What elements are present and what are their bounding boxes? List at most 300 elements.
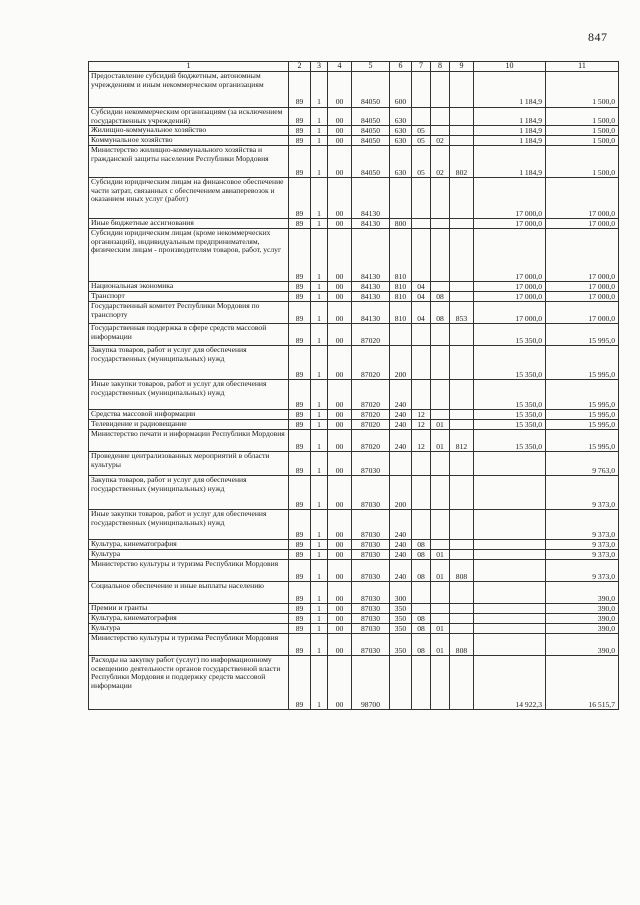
kvsr-cell: 89: [289, 126, 311, 136]
code-cell: 1: [311, 380, 328, 410]
gr-cell: 853: [450, 302, 474, 324]
vr-cell: 240: [390, 380, 412, 410]
rz-cell: [412, 604, 431, 614]
rz-cell: [412, 656, 431, 710]
row-name-cell: Субсидии некоммерческим организациям (за исключением государственных учреждений): [89, 108, 289, 126]
rz-cell: 05: [412, 126, 431, 136]
code-cell: 00: [328, 324, 352, 346]
gr-cell: [450, 550, 474, 560]
gr-cell: [450, 582, 474, 604]
vr-cell: 200: [390, 346, 412, 380]
vr-cell: 240: [390, 420, 412, 430]
table-row: [89, 452, 619, 476]
code-cell: 87030: [352, 540, 390, 550]
amount-2020-cell: 15 995,0: [546, 410, 619, 420]
table-body: [89, 72, 619, 710]
kvsr-cell: 89: [289, 452, 311, 476]
amount-2019-cell: [474, 560, 546, 582]
table-row: [89, 634, 619, 656]
vr-cell: 240: [390, 430, 412, 452]
code-cell: 98700: [352, 656, 390, 710]
row-name-cell: Культура, кинематография: [89, 614, 289, 624]
table-row: [89, 178, 619, 219]
code-cell: 1: [311, 510, 328, 540]
column-header: 1: [89, 62, 289, 72]
row-name-cell: Закупка товаров, работ и услуг для обеспечения государственных (муниципальных) нужд: [89, 346, 289, 380]
amount-2020-cell: 9 373,0: [546, 540, 619, 550]
table-row: [89, 380, 619, 410]
code-cell: 87020: [352, 324, 390, 346]
code-cell: 87020: [352, 346, 390, 380]
gr-cell: [450, 72, 474, 108]
rz-cell: [412, 452, 431, 476]
rz-cell: 08: [412, 540, 431, 550]
row-name-cell: Культура, кинематография: [89, 540, 289, 550]
rz-cell: 05: [412, 136, 431, 146]
column-header: 8: [431, 62, 450, 72]
table-row: [89, 302, 619, 324]
rz-cell: 04: [412, 292, 431, 302]
vr-cell: 810: [390, 282, 412, 292]
vr-cell: 810: [390, 229, 412, 282]
table-row: [89, 219, 619, 229]
table-row: [89, 420, 619, 430]
kvsr-cell: 89: [289, 302, 311, 324]
kvsr-cell: 89: [289, 656, 311, 710]
kvsr-cell: 89: [289, 430, 311, 452]
column-header: 6: [390, 62, 412, 72]
amount-2019-cell: 17 000,0: [474, 178, 546, 219]
vr-cell: 240: [390, 540, 412, 550]
kvsr-cell: 89: [289, 146, 311, 178]
gr-cell: [450, 292, 474, 302]
code-cell: 00: [328, 510, 352, 540]
gr-cell: [450, 452, 474, 476]
amount-2020-cell: 15 995,0: [546, 420, 619, 430]
code-cell: 1: [311, 604, 328, 614]
pr-cell: 01: [431, 550, 450, 560]
amount-2020-cell: 1 500,0: [546, 72, 619, 108]
code-cell: 87030: [352, 604, 390, 614]
code-cell: 1: [311, 476, 328, 510]
amount-2020-cell: 390,0: [546, 604, 619, 614]
code-cell: 00: [328, 550, 352, 560]
code-cell: 1: [311, 219, 328, 229]
amount-2020-cell: 15 995,0: [546, 430, 619, 452]
row-name-cell: Министерство жилищно-коммунального хозяйства и гражданской защиты населения Республики Мордовия: [89, 146, 289, 178]
code-cell: 87030: [352, 550, 390, 560]
vr-cell: 630: [390, 126, 412, 136]
row-name-cell: Субсидии юридическим лицам (кроме некоммерческих организаций), индивидуальным предпринимателям, физическим лицам - производителям товаров, работ, услуг: [89, 229, 289, 282]
row-name-cell: Коммунальное хозяйство: [89, 136, 289, 146]
pr-cell: 02: [431, 146, 450, 178]
code-cell: 00: [328, 604, 352, 614]
kvsr-cell: 89: [289, 72, 311, 108]
amount-2019-cell: [474, 540, 546, 550]
table-row: [89, 540, 619, 550]
row-name-cell: Иные бюджетные ассигнования: [89, 219, 289, 229]
code-cell: 1: [311, 72, 328, 108]
code-cell: 1: [311, 324, 328, 346]
amount-2020-cell: 1 500,0: [546, 108, 619, 126]
code-cell: 87030: [352, 476, 390, 510]
row-name-cell: Культура: [89, 624, 289, 634]
gr-cell: [450, 324, 474, 346]
row-name-cell: Министерство печати и информации Республики Мордовия: [89, 430, 289, 452]
pr-cell: [431, 282, 450, 292]
pr-cell: [431, 108, 450, 126]
row-name-cell: Культура: [89, 550, 289, 560]
amount-2020-cell: 390,0: [546, 582, 619, 604]
gr-cell: [450, 420, 474, 430]
gr-cell: [450, 178, 474, 219]
pr-cell: [431, 410, 450, 420]
pr-cell: 08: [431, 302, 450, 324]
amount-2019-cell: [474, 550, 546, 560]
gr-cell: 808: [450, 634, 474, 656]
code-cell: 00: [328, 560, 352, 582]
pr-cell: [431, 656, 450, 710]
vr-cell: 810: [390, 292, 412, 302]
code-cell: 84130: [352, 219, 390, 229]
code-cell: 84130: [352, 302, 390, 324]
kvsr-cell: 89: [289, 560, 311, 582]
gr-cell: [450, 136, 474, 146]
pr-cell: [431, 582, 450, 604]
code-cell: 00: [328, 229, 352, 282]
rz-cell: 08: [412, 560, 431, 582]
amount-2019-cell: [474, 624, 546, 634]
code-cell: 00: [328, 282, 352, 292]
code-cell: 84130: [352, 229, 390, 282]
amount-2020-cell: 15 995,0: [546, 346, 619, 380]
rz-cell: 08: [412, 634, 431, 656]
pr-cell: 01: [431, 430, 450, 452]
code-cell: 1: [311, 346, 328, 380]
table-row: [89, 410, 619, 420]
pr-cell: 01: [431, 560, 450, 582]
code-cell: 87030: [352, 452, 390, 476]
kvsr-cell: 89: [289, 550, 311, 560]
table-row: [89, 430, 619, 452]
gr-cell: [450, 219, 474, 229]
amount-2020-cell: 9 373,0: [546, 560, 619, 582]
code-cell: 00: [328, 452, 352, 476]
table-row: [89, 510, 619, 540]
budget-table: [88, 61, 619, 710]
code-cell: 1: [311, 282, 328, 292]
kvsr-cell: 89: [289, 624, 311, 634]
pr-cell: [431, 126, 450, 136]
rz-cell: [412, 324, 431, 346]
gr-cell: [450, 282, 474, 292]
code-cell: 00: [328, 634, 352, 656]
amount-2019-cell: 1 184,9: [474, 136, 546, 146]
amount-2019-cell: 17 000,0: [474, 302, 546, 324]
code-cell: 00: [328, 346, 352, 380]
kvsr-cell: 89: [289, 582, 311, 604]
code-cell: 00: [328, 146, 352, 178]
pr-cell: [431, 346, 450, 380]
pr-cell: [431, 380, 450, 410]
code-cell: 84050: [352, 136, 390, 146]
kvsr-cell: 89: [289, 324, 311, 346]
kvsr-cell: 89: [289, 178, 311, 219]
vr-cell: [390, 178, 412, 219]
pr-cell: [431, 510, 450, 540]
kvsr-cell: 89: [289, 108, 311, 126]
column-header: 5: [352, 62, 390, 72]
row-name-cell: Иные закупки товаров, работ и услуг для обеспечения государственных (муниципальных) нужд: [89, 510, 289, 540]
pr-cell: [431, 540, 450, 550]
gr-cell: [450, 656, 474, 710]
row-name-cell: Средства массовой информации: [89, 410, 289, 420]
row-name-cell: Иные закупки товаров, работ и услуг для обеспечения государственных (муниципальных) нужд: [89, 380, 289, 410]
column-header: 11: [546, 62, 619, 72]
kvsr-cell: 89: [289, 604, 311, 614]
amount-2020-cell: 17 000,0: [546, 282, 619, 292]
row-name-cell: Премии и гранты: [89, 604, 289, 614]
gr-cell: [450, 410, 474, 420]
rz-cell: 04: [412, 282, 431, 292]
kvsr-cell: 89: [289, 410, 311, 420]
amount-2019-cell: 1 184,9: [474, 72, 546, 108]
pr-cell: 02: [431, 136, 450, 146]
table-row: [89, 146, 619, 178]
code-cell: 00: [328, 410, 352, 420]
amount-2020-cell: 390,0: [546, 614, 619, 624]
column-header: 7: [412, 62, 431, 72]
vr-cell: [390, 452, 412, 476]
code-cell: 1: [311, 560, 328, 582]
table-row: [89, 582, 619, 604]
vr-cell: 300: [390, 582, 412, 604]
rz-cell: 08: [412, 550, 431, 560]
code-cell: 84050: [352, 126, 390, 136]
amount-2019-cell: 1 184,9: [474, 146, 546, 178]
code-cell: 84050: [352, 146, 390, 178]
rz-cell: [412, 510, 431, 540]
row-name-cell: Транспорт: [89, 292, 289, 302]
gr-cell: [450, 604, 474, 614]
table-row: [89, 126, 619, 136]
amount-2020-cell: 9 763,0: [546, 452, 619, 476]
pr-cell: [431, 324, 450, 346]
vr-cell: 350: [390, 614, 412, 624]
amount-2019-cell: 17 000,0: [474, 219, 546, 229]
kvsr-cell: 89: [289, 219, 311, 229]
code-cell: 00: [328, 219, 352, 229]
code-cell: 00: [328, 624, 352, 634]
rz-cell: [412, 380, 431, 410]
code-cell: 84130: [352, 292, 390, 302]
code-cell: 00: [328, 420, 352, 430]
code-cell: 87020: [352, 410, 390, 420]
column-header: 4: [328, 62, 352, 72]
code-cell: 00: [328, 582, 352, 604]
gr-cell: [450, 624, 474, 634]
kvsr-cell: 89: [289, 292, 311, 302]
kvsr-cell: 89: [289, 380, 311, 410]
vr-cell: 240: [390, 550, 412, 560]
pr-cell: 08: [431, 292, 450, 302]
code-cell: 00: [328, 136, 352, 146]
code-cell: 1: [311, 582, 328, 604]
code-cell: 1: [311, 540, 328, 550]
kvsr-cell: 89: [289, 540, 311, 550]
code-cell: 00: [328, 476, 352, 510]
kvsr-cell: 89: [289, 282, 311, 292]
vr-cell: 350: [390, 624, 412, 634]
code-cell: 87030: [352, 624, 390, 634]
gr-cell: 808: [450, 560, 474, 582]
amount-2019-cell: [474, 634, 546, 656]
rz-cell: 08: [412, 614, 431, 624]
table-row: [89, 72, 619, 108]
vr-cell: 800: [390, 219, 412, 229]
amount-2019-cell: 15 350,0: [474, 410, 546, 420]
pr-cell: [431, 178, 450, 219]
table-row: [89, 136, 619, 146]
code-cell: 84050: [352, 72, 390, 108]
gr-cell: [450, 540, 474, 550]
row-name-cell: Субсидии юридическим лицам на финансовое обеспечение части затрат, связанных с обеспечением авиаперевозок и оказанием иных услуг (работ): [89, 178, 289, 219]
pr-cell: 01: [431, 634, 450, 656]
code-cell: 87030: [352, 560, 390, 582]
amount-2020-cell: 15 995,0: [546, 380, 619, 410]
column-header: 3: [311, 62, 328, 72]
vr-cell: 350: [390, 634, 412, 656]
amount-2019-cell: 17 000,0: [474, 229, 546, 282]
kvsr-cell: 89: [289, 614, 311, 624]
vr-cell: 630: [390, 136, 412, 146]
gr-cell: 812: [450, 430, 474, 452]
amount-2019-cell: [474, 510, 546, 540]
pr-cell: [431, 614, 450, 624]
code-cell: 87020: [352, 430, 390, 452]
vr-cell: [390, 324, 412, 346]
code-cell: 00: [328, 72, 352, 108]
vr-cell: 350: [390, 604, 412, 614]
vr-cell: 240: [390, 510, 412, 540]
code-cell: 00: [328, 614, 352, 624]
vr-cell: [390, 656, 412, 710]
rz-cell: 05: [412, 146, 431, 178]
amount-2019-cell: [474, 582, 546, 604]
amount-2019-cell: 15 350,0: [474, 380, 546, 410]
row-name-cell: Закупка товаров, работ и услуг для обеспечения государственных (муниципальных) нужд: [89, 476, 289, 510]
vr-cell: 600: [390, 72, 412, 108]
kvsr-cell: 89: [289, 510, 311, 540]
table-row: [89, 560, 619, 582]
code-cell: 1: [311, 108, 328, 126]
code-cell: 1: [311, 136, 328, 146]
rz-cell: 04: [412, 302, 431, 324]
amount-2020-cell: 1 500,0: [546, 136, 619, 146]
amount-2019-cell: 15 350,0: [474, 346, 546, 380]
column-header: 9: [450, 62, 474, 72]
amount-2020-cell: 9 373,0: [546, 550, 619, 560]
code-cell: 1: [311, 146, 328, 178]
kvsr-cell: 89: [289, 420, 311, 430]
table-row: [89, 346, 619, 380]
table-row: [89, 108, 619, 126]
page-number: 847: [588, 30, 608, 44]
row-name-cell: Государственная поддержка в сфере средств массовой информации: [89, 324, 289, 346]
code-cell: 84130: [352, 178, 390, 219]
gr-cell: [450, 476, 474, 510]
row-name-cell: Государственный комитет Республики Мордовия по транспорту: [89, 302, 289, 324]
amount-2019-cell: 15 350,0: [474, 430, 546, 452]
amount-2020-cell: 17 000,0: [546, 302, 619, 324]
rz-cell: [412, 229, 431, 282]
pr-cell: [431, 72, 450, 108]
code-cell: 00: [328, 178, 352, 219]
gr-cell: [450, 614, 474, 624]
amount-2019-cell: 1 184,9: [474, 126, 546, 136]
rz-cell: [412, 582, 431, 604]
pr-cell: [431, 452, 450, 476]
amount-2020-cell: 17 000,0: [546, 219, 619, 229]
code-cell: 1: [311, 624, 328, 634]
pr-cell: [431, 476, 450, 510]
amount-2019-cell: 14 922,3: [474, 656, 546, 710]
row-name-cell: Проведение централизованных мероприятий в области культуры: [89, 452, 289, 476]
rz-cell: [412, 476, 431, 510]
amount-2020-cell: 390,0: [546, 634, 619, 656]
code-cell: 00: [328, 540, 352, 550]
code-cell: 87030: [352, 614, 390, 624]
code-cell: 00: [328, 302, 352, 324]
amount-2019-cell: [474, 452, 546, 476]
code-cell: 1: [311, 656, 328, 710]
column-header: 2: [289, 62, 311, 72]
amount-2020-cell: 1 500,0: [546, 126, 619, 136]
gr-cell: [450, 229, 474, 282]
gr-cell: 802: [450, 146, 474, 178]
vr-cell: 240: [390, 410, 412, 420]
table-row: [89, 614, 619, 624]
rz-cell: [412, 219, 431, 229]
row-name-cell: Телевидение и радиовещание: [89, 420, 289, 430]
row-name-cell: Министерство культуры и туризма Республики Мордовия: [89, 560, 289, 582]
table-row: [89, 229, 619, 282]
amount-2020-cell: 15 995,0: [546, 324, 619, 346]
rz-cell: 12: [412, 430, 431, 452]
amount-2020-cell: 9 373,0: [546, 476, 619, 510]
gr-cell: [450, 126, 474, 136]
code-cell: 87020: [352, 380, 390, 410]
pr-cell: [431, 604, 450, 614]
code-cell: 00: [328, 380, 352, 410]
amount-2020-cell: 390,0: [546, 624, 619, 634]
rz-cell: 08: [412, 624, 431, 634]
row-name-cell: Национальная экономика: [89, 282, 289, 292]
code-cell: 1: [311, 420, 328, 430]
row-name-cell: Предоставление субсидий бюджетным, автономным учреждениям и иным некоммерческим организациям: [89, 72, 289, 108]
code-cell: 00: [328, 656, 352, 710]
vr-cell: 240: [390, 560, 412, 582]
code-cell: 1: [311, 614, 328, 624]
pr-cell: 01: [431, 624, 450, 634]
row-name-cell: Расходы на закупку работ (услуг) по информационному освещению деятельности органов государственной власти Республики Мордовия и поддержку средств массовой информации: [89, 656, 289, 710]
code-cell: 1: [311, 178, 328, 219]
kvsr-cell: 89: [289, 476, 311, 510]
amount-2020-cell: 16 515,7: [546, 656, 619, 710]
code-cell: 00: [328, 430, 352, 452]
amount-2020-cell: 17 000,0: [546, 178, 619, 219]
vr-cell: 630: [390, 108, 412, 126]
